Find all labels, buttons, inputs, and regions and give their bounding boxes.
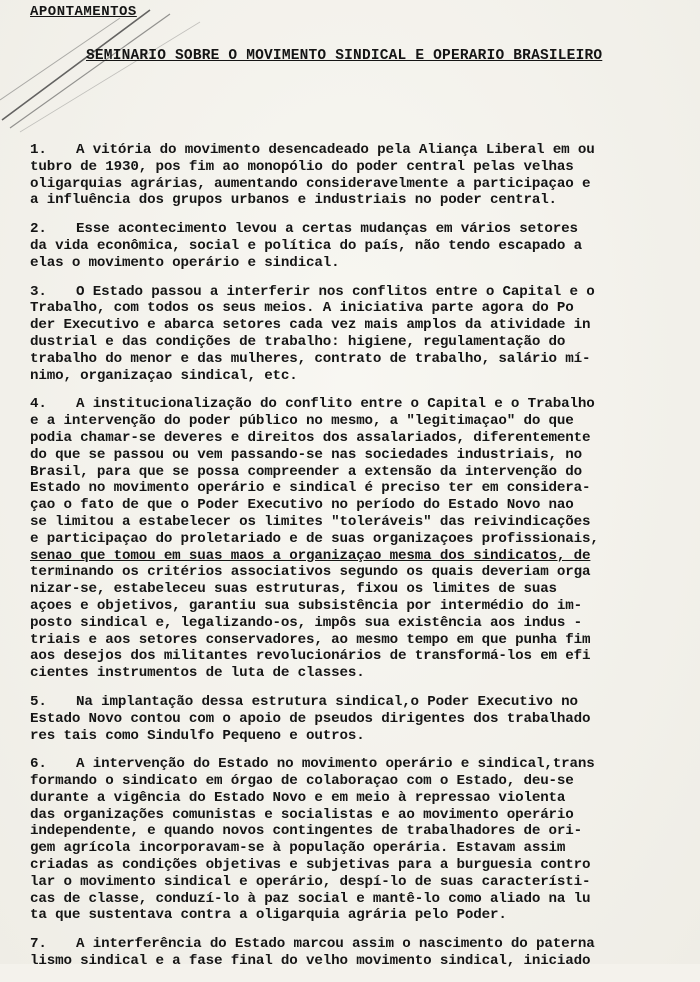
text-line: Trabalho, com todos os seus meios. A iniciativa parte agora do Po [30, 300, 574, 317]
text-line: das organizações comunistas e socialistas e ao movimento operário [30, 806, 574, 823]
underlined-text-line: senao que tomou em suas maos a organizaçao mesma dos sindicatos, de [30, 547, 591, 564]
document-body [30, 142, 680, 982]
text-line: trabalho do menor e das mulheres, contrato de trabalho, salário mí- [30, 350, 591, 367]
text-line: çao o fato de que o Poder Executivo no período do Estado Novo nao [30, 497, 574, 514]
text-line: nimo, organizaçao sindical, etc. [30, 367, 298, 384]
text-line: A intervenção do Estado no movimento operário e sindical,trans [76, 756, 595, 773]
text-line: terminando os critérios associativos segundo os quais deveriam orga [30, 564, 591, 581]
paragraph-number: 6. [30, 756, 47, 773]
text-line: A interferência do Estado marcou assim o nascimento do paterna [76, 936, 595, 953]
paragraph-4 [30, 396, 680, 682]
text-line: Brasil, para que se possa compreender a extensão da intervenção do [30, 463, 583, 480]
header-label: APONTAMENTOS [30, 4, 137, 20]
text-line: durante a vigência do Estado Novo e em meio à repressao violenta [30, 789, 566, 806]
text-line: cas de classe, conduzí-lo à paz social e mantê-lo como aliado na lu [30, 890, 591, 907]
text-line: triais e aos setores conservadores, ao mesmo tempo em que punha fim [30, 631, 591, 648]
text-line: cientes instrumentos de luta de classes. [30, 665, 365, 682]
text-line: der Executivo e abarca setores cada vez mais amplos da atividade in [30, 317, 591, 334]
text-line: podia chamar-se deveres e direitos dos assalariados, diferentemente [30, 429, 591, 446]
text-line: ta que sustentava contra a oligarquia agrária pelo Poder. [30, 907, 507, 924]
text-line: A institucionalização do conflito entre o Capital e o Trabalho [76, 396, 595, 413]
paragraph-1 [30, 142, 680, 209]
text-line: e participaçao do proletariado e de suas organizaçoes profissionais, [30, 530, 599, 547]
text-line: e a intervenção do poder público no mesmo, a "legitimaçao" do que [30, 413, 574, 430]
document-title: SEMINARIO SOBRE O MOVIMENTO SINDICAL E OPERARIO BRASILEIRO [86, 48, 603, 64]
paragraph-number: 3. [30, 283, 47, 300]
text-line: oligarquias agrárias, aumentando consideravelmente a participaçao e [30, 175, 591, 192]
text-line: O Estado passou a interferir nos conflitos entre o Capital e o [76, 283, 595, 300]
paragraph-6 [30, 756, 680, 924]
text-line: res tais como Sindulfo Pequeno e outros. [30, 727, 365, 744]
text-line: Esse acontecimento levou a certas mudanças em vários setores [76, 221, 578, 238]
paragraph-7 [30, 936, 680, 970]
paragraph-number: 4. [30, 396, 47, 413]
paragraph-number: 2. [30, 221, 47, 238]
text-line: a influência dos grupos urbanos e industriais no poder central. [30, 192, 557, 209]
text-line: se limitou a estabelecer os limites "toleráveis" das reivindicações [30, 513, 591, 530]
pen-stroke-marks [0, 0, 220, 140]
text-line: aos desejos dos militantes revolucionários de transformá-los em efi [30, 648, 591, 665]
paragraph-5 [30, 694, 680, 744]
text-line: açoes e objetivos, garantiu sua subsistência por intermédio do im- [30, 597, 583, 614]
text-line: posto sindical e, legalizando-os, impôs sua existência aos indus - [30, 614, 583, 631]
text-line: gem agrícola incorporavam-se à população operária. Estavam assim [30, 840, 566, 857]
text-line: lismo sindical e a fase final do velho movimento sindical, iniciado [30, 953, 591, 970]
paragraph-number: 1. [30, 142, 47, 158]
text-line: independente, e quando novos contingentes de trabalhadores de ori- [30, 823, 583, 840]
paragraph-number: 5. [30, 693, 47, 710]
text-line: lar o movimento sindical e operário, despí-lo de suas característi- [30, 873, 591, 890]
text-line: formando o sindicato em órgao de colaboraçao com o Estado, deu-se [30, 773, 574, 790]
text-line: da vida econômica, social e política do país, não tendo escapado a [30, 237, 583, 254]
text-line: Na implantação dessa estrutura sindical,o Poder Executivo no [76, 693, 578, 710]
text-line: Estado no movimento operário e sindical é preciso ter em considera- [30, 480, 591, 497]
text-line: nizar-se, estabeleceu suas estruturas, fixou os limites de suas [30, 581, 557, 598]
paragraph-3 [30, 284, 680, 385]
text-line: elas o movimento operário e sindical. [30, 254, 340, 271]
text-line: Estado Novo contou com o apoio de pseudos dirigentes dos trabalhado [30, 710, 591, 727]
text-line: tubro de 1930, pos fim ao monopólio do poder central pelas velhas [30, 158, 574, 175]
text-line: dustrial e das condições de trabalho: higiene, regulamentação do [30, 333, 566, 350]
text-line: A vitória do movimento desencadeado pela Aliança Liberal em ou [76, 142, 595, 158]
text-line: criadas as condições objetivas e subjetivas para a burguesia contro [30, 857, 591, 874]
paragraph-number: 7. [30, 936, 47, 953]
paragraph-2 [30, 221, 680, 271]
text-line: do que se passou ou vem passando-se nas sociedades industriais, no [30, 446, 583, 463]
